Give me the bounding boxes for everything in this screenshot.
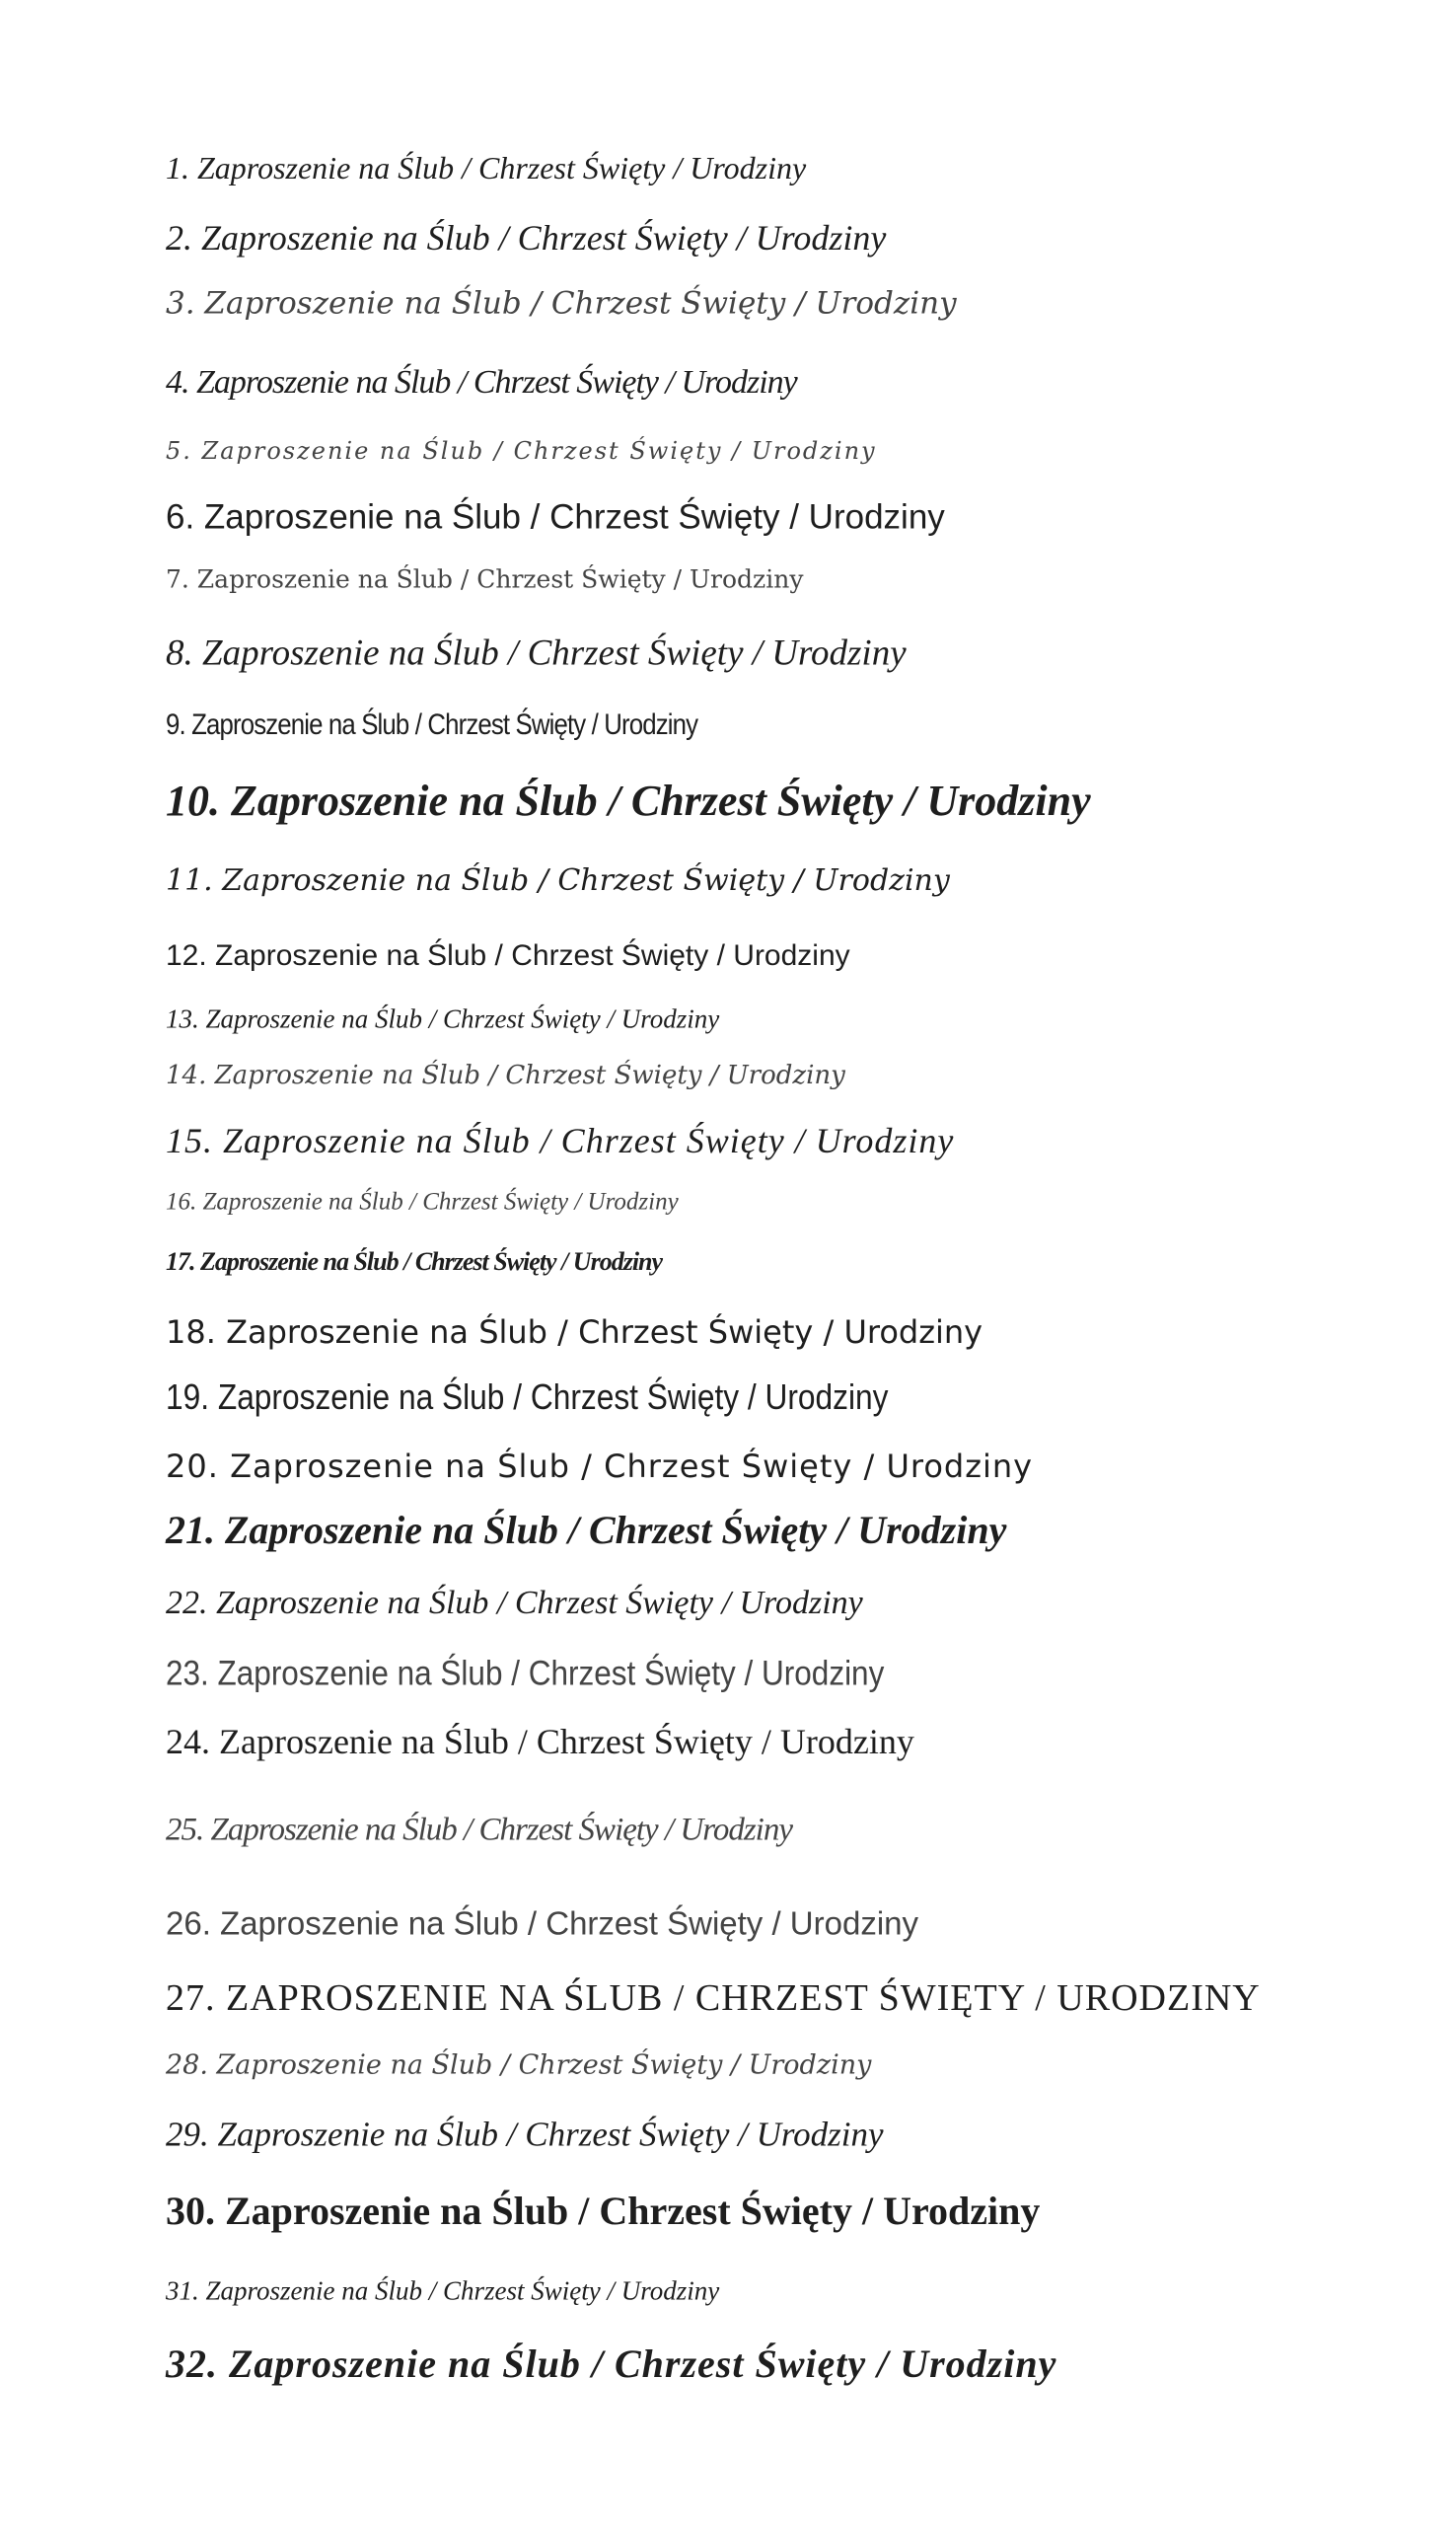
font-sample-line: 28. Zaproszenie na Ślub / Chrzest Święty / Urodziny [166, 2049, 872, 2081]
font-sample-line: 4. Zaproszenie na Ślub / Chrzest Święty / Urodziny [166, 364, 797, 401]
font-sample-line: 8. Zaproszenie na Ślub / Chrzest Święty / Urodziny [166, 632, 907, 674]
font-sample-line: 12. Zaproszenie na Ślub / Chrzest Święty / Urodziny [166, 939, 850, 972]
font-sample-line: 17. Zaproszenie na Ślub / Chrzest Święty / Urodziny [166, 1247, 663, 1276]
font-sample-line: 27. ZAPROSZENIE NA ŚLUB / CHRZEST ŚWIĘTY / URODZINY [166, 1977, 1261, 2019]
font-sample-line: 9. Zaproszenie na Ślub / Chrzest Święty / Urodziny [166, 708, 698, 741]
font-sample-line: 24. Zaproszenie na Ślub / Chrzest Święty / Urodziny [166, 1722, 914, 1761]
font-sample-line: 7. Zaproszenie na Ślub / Chrzest Święty / Urodziny [166, 564, 804, 594]
font-sample-line: 5. Zaproszenie na Ślub / Chrzest Święty / Urodziny [166, 437, 877, 465]
font-sample-line: 10. Zaproszenie na Ślub / Chrzest Święty / Urodziny [166, 777, 1091, 825]
font-sample-line: 26. Zaproszenie na Ślub / Chrzest Święty / Urodziny [166, 1904, 919, 1942]
font-sample-line: 20. Zaproszenie na Ślub / Chrzest Święty / Urodziny [166, 1448, 1034, 1485]
font-sample-line: 32. Zaproszenie na Ślub / Chrzest Święty / Urodziny [166, 2341, 1057, 2386]
font-sample-line: 16. Zaproszenie na Ślub / Chrzest Święty / Urodziny [166, 1188, 679, 1216]
font-sample-line: 13. Zaproszenie na Ślub / Chrzest Święty / Urodziny [166, 1003, 720, 1034]
font-sample-line: 15. Zaproszenie na Ślub / Chrzest Święty / Urodziny [166, 1121, 955, 1160]
font-sample-line: 1. Zaproszenie na Ślub / Chrzest Święty / Urodziny [166, 150, 807, 186]
font-sample-line: 3. Zaproszenie na Ślub / Chrzest Święty / Urodziny [166, 285, 957, 322]
font-sample-line: 19. Zaproszenie na Ślub / Chrzest Święty / Urodziny [166, 1376, 889, 1417]
font-sample-line: 18. Zaproszenie na Ślub / Chrzest Święty / Urodziny [166, 1313, 983, 1351]
font-sample-line: 22. Zaproszenie na Ślub / Chrzest Święty / Urodziny [166, 1585, 863, 1621]
font-sample-list [166, 0, 1389, 2526]
font-sample-line: 30. Zaproszenie na Ślub / Chrzest Święty / Urodziny [166, 2189, 1041, 2233]
font-sample-line: 6. Zaproszenie na Ślub / Chrzest Święty / Urodziny [166, 497, 945, 537]
font-sample-line: 23. Zaproszenie na Ślub / Chrzest Święty / Urodziny [166, 1654, 885, 1693]
font-sample-line: 2. Zaproszenie na Ślub / Chrzest Święty / Urodziny [166, 218, 887, 258]
font-sample-line: 25. Zaproszenie na Ślub / Chrzest Święty / Urodziny [166, 1812, 792, 1848]
font-sample-line: 14. Zaproszenie na Ślub / Chrzest Święty / Urodziny [166, 1061, 845, 1090]
font-sample-line: 29. Zaproszenie na Ślub / Chrzest Święty / Urodziny [166, 2115, 884, 2154]
font-sample-line: 31. Zaproszenie na Ślub / Chrzest Święty / Urodziny [166, 2275, 720, 2306]
font-sample-line: 11. Zaproszenie na Ślub / Chrzest Święty / Urodziny [166, 863, 950, 898]
font-sample-line: 21. Zaproszenie na Ślub / Chrzest Święty / Urodziny [166, 1508, 1007, 1552]
